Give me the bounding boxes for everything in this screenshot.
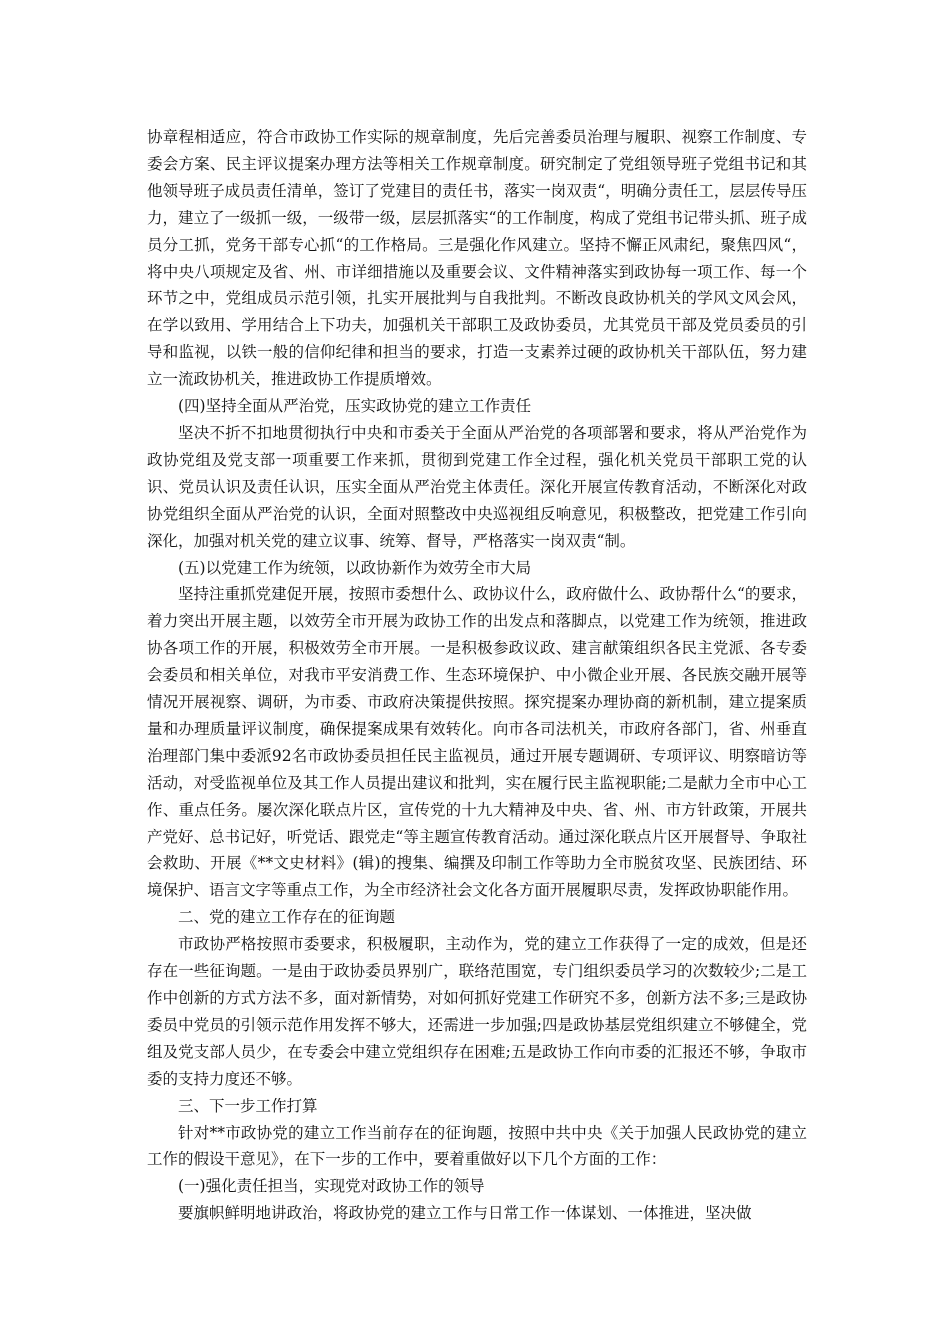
section-heading-4: (四)坚持全面从严治党，压实政协党的建立工作责任: [178, 397, 532, 416]
section-heading-1: (一)强化责任担当，实现党对政协工作的领导: [178, 1177, 485, 1196]
section-heading-5: (五)以党建工作为统领，以政协新作为效劳全市大局: [178, 558, 532, 577]
section-heading-next-steps: 三、下一步工作打算: [178, 1096, 318, 1115]
paragraph-political-stance: 要旗帜鲜明地讲政治，将政协党的建立工作与日常工作一体谋划、一体推进，坚决做: [178, 1204, 752, 1223]
paragraph-party-discipline: 坚决不折不扣地贯彻执行中央和市委关于全面从严治党的各项部署和要求，将从严治党作为政协党组及党支部一项重要工作来抓，贯彻到党建工作全过程，强化机关党员干部职工党的认识、党员认识及责任认识，压实全面从严治党主体责任。深化开展宣传教育活动，不断深化对政协党组织全面从严治党的认识，全面对照整改中央巡视组反响意见，积极整改，把党建工作引向深化，加强对机关党的建立议事、统筹、督导，严格落实一岗双责“制。: [147, 423, 807, 550]
paragraph-problems: 市政协严格按照市委要求，积极履职，主动作为，党的建立工作获得了一定的成效，但是还存在一些征询题。一是由于政协委员界别广，联络范围宽，专门组织委员学习的次数较少;二是工作中创新的方式方法不多，面对新情势，对如何抓好党建工作研究不多，创新方法不多;三是政协委员中党员的引领示范作用发挥不够大，还需进一步加强;四是政协基层党组织建立不够健全，党组及党支部人员少，在专委会中建立党组织存在困难;五是政协工作向市委的汇报还不够，争取市委的支持力度还不够。: [147, 935, 807, 1088]
paragraph-next-steps-intro: 针对**市政协党的建立工作当前存在的征询题，按照中共中央《关于加强人民政协党的建立工作的假设干意见》，在下一步的工作中，要着重做好以下几个方面的工作：: [147, 1123, 807, 1169]
paragraph-serve-city: 坚持注重抓党建促开展，按照市委想什么、政协议什么，政府做什么、政协帮什么“的要求，着力突出开展主题，以效劳全市开展为政协工作的出发点和落脚点，以党建工作为统领，推进政协各项工作的开展，积极效劳全市开展。一是积极参政议政、建言献策组织各民主党派、各专委会委员和相关单位，对我市平安消费工作、生态环境保护、中小微企业开展、各民族交融开展等情况开展视察、调研，为市委、市政府决策提供按照。探究提案办理协商的新机制，建立提案质量和办理质量评议制度，确保提案成果有效转化。向市各司法机关，市政府各部门，省、州垂直治理部门集中委派92名市政协委员担任民主监视员，通过开展专题调研、专项评议、明察暗访等活动，对受监视单位及其工作人员提出建议和批判，实在履行民主监视职能;二是献力全市中心工作、重点任务。屡次深化联点片区，宣传党的十九大精神及中央、省、州、市方针政策，开展共产党好、总书记好，听党话、跟党走“等主题宣传教育活动。通过深化联点片区开展督导、争取社会救助、开展《**文史材料》(辑)的搜集、编撰及印制工作等助力全市脱贫攻坚、民族团结、环境保护、语言文字等重点工作，为全市经济社会文化各方面开展履职尽责，发挥政协职能作用。: [147, 585, 807, 900]
section-heading-problems: 二、党的建立工作存在的征询题: [178, 908, 396, 927]
paragraph-continued-rules: 协章程相适应，符合市政协工作实际的规章制度，先后完善委员治理与履职、视察工作制度、专委会方案、民主评议提案办理方法等相关工作规章制度。研究制定了党组领导班子党组书记和其他领导班子成员责任清单，签订了党建目的责任书，落实一岗双责“，明确分责任工，层层传导压力，建立了一级抓一级，一级带一级，层层抓落实“的工作制度，构成了党组书记带头抓、班子成员分工抓，党务干部专心抓“的工作格局。三是强化作风建立。坚持不懈正风肃纪，聚焦四风“，将中央八项规定及省、州、市详细措施以及重要会议、文件精神落实到政协每一项工作、每一个环节之中，党组成员示范引领，扎实开展批判与自我批判。不断改良政协机关的学风文风会风，在学以致用、学用结合上下功夫，加强机关干部职工及政协委员，尤其党员干部及党员委员的引导和监视，以铁一般的信仰纪律和担当的要求，打造一支素养过硬的政协机关干部队伍，努力建立一流政协机关，推进政协工作提质增效。: [147, 128, 807, 389]
document-body: [147, 124, 807, 1227]
